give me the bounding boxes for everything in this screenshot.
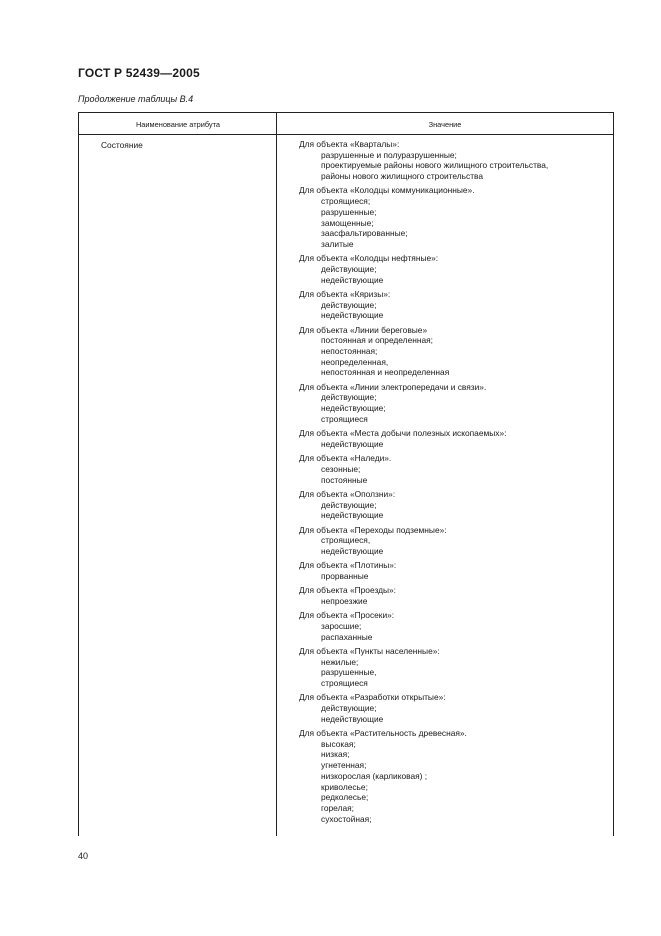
group-title: Для объекта «Оползни»: — [299, 488, 396, 499]
group-item: низкорослая (карликовая) ; — [321, 770, 428, 781]
group-item: строящиеся; — [321, 196, 371, 207]
group-item: недействующие — [321, 310, 384, 321]
group-item: залитые — [321, 238, 354, 249]
group-item: неопределенная, — [321, 356, 389, 367]
group-item: нежилые; — [321, 656, 359, 667]
group-item: недействующие — [321, 438, 384, 449]
column-divider — [276, 113, 277, 836]
table-caption: Продолжение таблицы В.4 — [78, 94, 194, 104]
column-header-name: Наименование атрибута — [135, 120, 221, 129]
group-item: угнетенная; — [321, 760, 367, 771]
value-group — [299, 610, 609, 642]
group-item: действующие; — [321, 392, 377, 403]
value-group — [299, 289, 609, 321]
group-item: высокая; — [321, 738, 356, 749]
group-item: низкая; — [321, 749, 350, 760]
value-group — [299, 325, 609, 379]
group-item: действующие; — [321, 263, 377, 274]
attribute-name: Состояние — [101, 140, 143, 150]
group-item: недействующие — [321, 274, 384, 285]
group-title: Для объекта «Проезды»: — [299, 585, 396, 596]
table-header-row — [79, 113, 613, 135]
group-item: разрушенные, — [321, 667, 377, 678]
group-title: Для объекта «Разработки открытые»: — [299, 692, 446, 703]
group-item: проектируемые районы нового жилищного строительства, — [321, 160, 549, 171]
value-group — [299, 585, 609, 606]
group-item: действующие; — [321, 299, 377, 310]
group-item: непостоянная; — [321, 346, 378, 357]
group-title: Для объекта «Колодцы нефтяные»: — [299, 253, 439, 264]
group-title: Для объекта «Плотины»: — [299, 560, 397, 571]
group-item: строящиеся, — [321, 535, 371, 546]
group-title: Для объекта «Линии береговые» — [299, 324, 428, 335]
group-item: недействующие; — [321, 403, 386, 414]
value-group — [299, 253, 609, 285]
group-title: Для объекта «Наледи». — [299, 453, 392, 464]
value-group — [299, 139, 609, 182]
group-item: действующие; — [321, 703, 377, 714]
group-item: разрушенные; — [321, 206, 377, 217]
group-item: постоянная и определенная; — [321, 335, 433, 346]
page-number: 40 — [78, 851, 89, 861]
group-item: криволесье; — [321, 781, 368, 792]
group-item: сезонные; — [321, 463, 361, 474]
value-group — [299, 646, 609, 689]
group-item: строящиеся — [321, 678, 368, 689]
group-item: недействующие — [321, 510, 384, 521]
group-item: прорванные — [321, 570, 369, 581]
group-item: сухостойная; — [321, 813, 372, 824]
group-item: действующие; — [321, 499, 377, 510]
group-item: горелая; — [321, 802, 354, 813]
value-group — [299, 728, 609, 824]
group-title: Для объекта «Просеки»: — [299, 610, 395, 621]
group-item: непроезжие — [321, 595, 368, 606]
value-group — [299, 489, 609, 521]
group-title: Для объекта «Переходы подземные»: — [299, 524, 447, 535]
value-list — [299, 139, 609, 828]
group-item: распаханные — [321, 631, 373, 642]
document-header: ГОСТ Р 52439—2005 — [78, 66, 200, 80]
value-group — [299, 382, 609, 425]
group-title: Для объекта «Колодцы коммуникационные». — [299, 185, 475, 196]
attribute-table — [78, 112, 614, 836]
group-item: постоянные — [321, 474, 368, 485]
value-group — [299, 525, 609, 557]
group-title: Для объекта «Пункты населенные»: — [299, 645, 440, 656]
group-item: разрушенные и полуразрушенные; — [321, 149, 457, 160]
group-title: Для объекта «Кяризы»: — [299, 288, 391, 299]
value-group — [299, 428, 609, 449]
value-group — [299, 560, 609, 581]
group-title: Для объекта «Места добычи полезных ископаемых»: — [299, 428, 507, 439]
group-item: недействующие — [321, 545, 384, 556]
group-title: Для объекта «Растительность древесная». — [299, 728, 467, 739]
group-item: заасфальтированные; — [321, 228, 408, 239]
group-item: районы нового жилищного строительства — [321, 171, 484, 182]
group-item: заросшие; — [321, 620, 362, 631]
group-item: непостоянная и неопределенная — [321, 367, 450, 378]
value-group — [299, 185, 609, 249]
group-title: Для объекта «Кварталы»: — [299, 139, 400, 149]
group-item: редколесье; — [321, 792, 369, 803]
group-item: строящиеся — [321, 413, 368, 424]
column-header-value: Значение — [428, 120, 462, 129]
group-item: недействующие — [321, 713, 384, 724]
value-group — [299, 453, 609, 485]
group-item: замощенные; — [321, 217, 374, 228]
value-group — [299, 692, 609, 724]
group-title: Для объекта «Линии электропередачи и связи». — [299, 381, 487, 392]
